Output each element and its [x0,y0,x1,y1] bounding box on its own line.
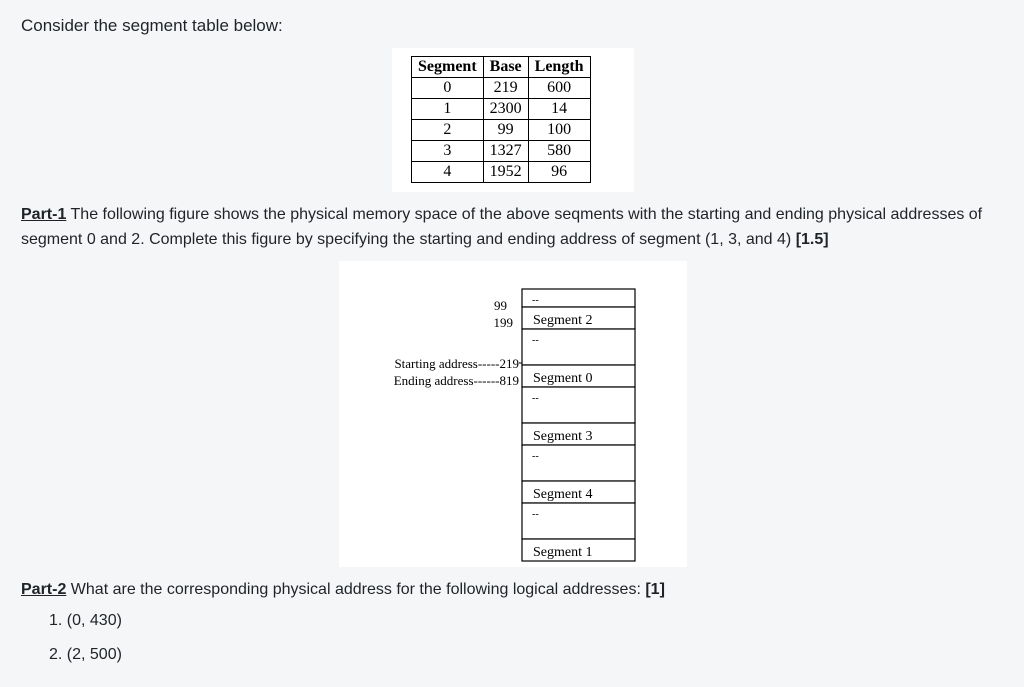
gap-dots: -- [532,451,539,462]
table-cell: 1952 [483,162,528,183]
table-cell: 0 [412,78,484,99]
table-row [412,141,591,162]
table-cell: 1327 [483,141,528,162]
question-1: 1. (0, 430) [49,612,122,629]
segment-block-label: Segment 1 [533,545,593,560]
gap-block [522,445,635,481]
ending-address-label: Ending address------819 [393,373,519,388]
table-cell: 3 [412,141,484,162]
table-cell: 219 [483,78,528,99]
table-row [412,78,591,99]
intro-text: Consider the segment table below: [21,16,283,35]
part2-text: What are the corresponding physical address for the following logical addresses: [66,581,646,598]
memory-figure-image [339,261,687,567]
gap-dots: -- [532,295,539,306]
table-cell: 96 [528,162,590,183]
table-cell: 14 [528,99,590,120]
table-cell: 99 [483,120,528,141]
part2-marks: [1] [645,581,665,598]
gap-dots: -- [532,393,539,404]
table-row [412,99,591,120]
starting-address-label: Starting address-----219 [394,356,519,371]
segment-table [411,56,591,183]
gap-block [522,289,635,307]
table-cell: 2 [412,120,484,141]
table-row [412,162,591,183]
table-row [412,120,591,141]
segment-block-label: Segment 2 [533,313,593,328]
part1-marks: [1.5] [795,231,829,248]
gap-dots: -- [532,335,539,346]
table-cell: 600 [528,78,590,99]
addr-199-label: 199 [493,315,513,330]
gap-dots: -- [532,509,539,520]
table-cell: 2300 [483,99,528,120]
part1-text: The following figure shows the physical memory space of the above seqments with the starting and ending physical addresses of segment 0 and 2. Complete this figure by specifying the starting and ending address of segment (1, 3, and 4) [21,206,983,248]
part2-label: Part-2 [21,581,67,598]
segment-block-label: Segment 3 [533,429,593,444]
memory-diagram [339,261,687,567]
segment-block-label: Segment 4 [533,487,593,502]
memory-blocks [519,289,635,561]
table-cell: 1 [412,99,484,120]
gap-block [522,329,635,365]
question-2: 2. (2, 500) [49,646,122,663]
part1-paragraph [21,202,1011,252]
gap-block [522,387,635,423]
header-segment: Segment [412,57,484,78]
header-length: Length [528,57,590,78]
table-cell: 580 [528,141,590,162]
addr-99-label: 99 [494,298,507,313]
part2-paragraph [21,577,665,602]
gap-block [522,503,635,539]
header-base: Base [483,57,528,78]
segment-block-label: Segment 0 [533,371,593,386]
part1-label: Part-1 [21,206,67,223]
segment-table-image [392,48,634,192]
table-cell: 4 [412,162,484,183]
table-header-row [412,57,591,78]
table-cell: 100 [528,120,590,141]
